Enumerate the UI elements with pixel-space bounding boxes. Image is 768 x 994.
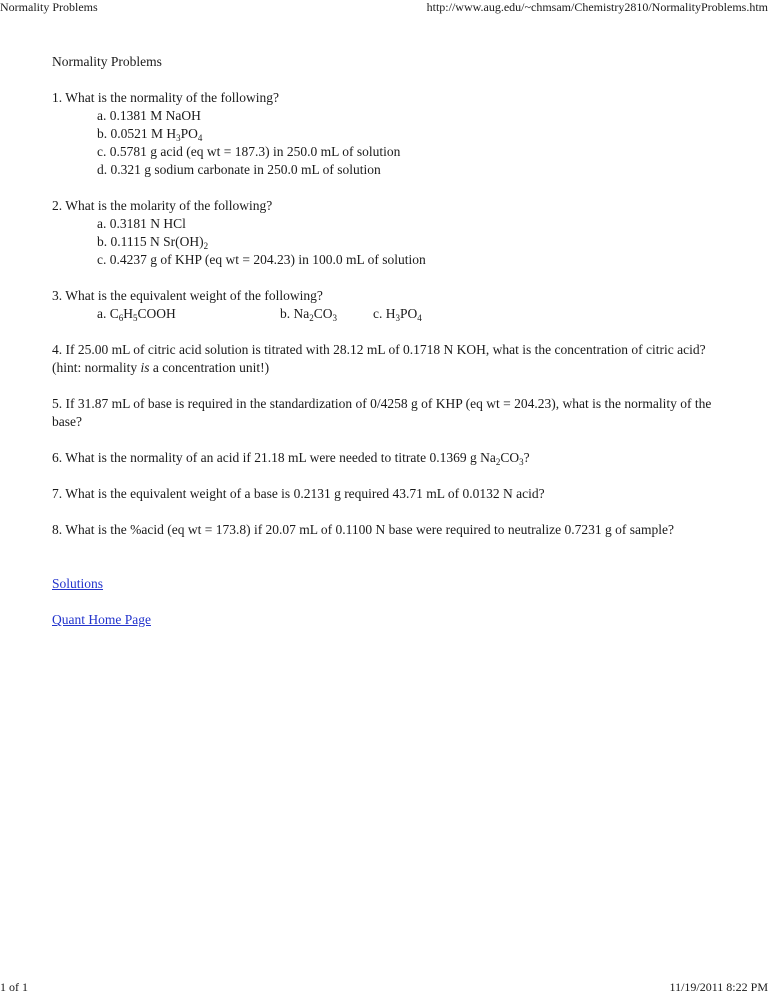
question-3 — [52, 287, 732, 323]
q3b-mid: CO — [313, 306, 333, 321]
q6-text-post: ? — [523, 450, 530, 465]
q3c-sub-2: 4 — [417, 313, 422, 323]
link-list — [52, 575, 732, 629]
q1b-sub-1: 3 — [176, 133, 181, 143]
print-footer-page-count: 1 of 1 — [0, 980, 28, 994]
question-1-item-a: a. 0.1381 M NaOH — [97, 108, 201, 123]
q4-emphasis: is — [140, 360, 150, 375]
question-3-item-b — [280, 305, 373, 323]
q3a-pre: a. C — [97, 306, 119, 321]
q6-text-mid: CO — [500, 450, 520, 465]
question-1-item-d: d. 0.321 g sodium carbonate in 250.0 mL of solution — [97, 162, 381, 177]
question-7: 7. What is the equivalent weight of a base is 0.2131 g required 43.71 mL of 0.0132 N acid? — [52, 486, 545, 501]
quant-home-row — [52, 611, 732, 629]
q6-sub-2: 3 — [519, 457, 524, 467]
question-6 — [52, 449, 732, 467]
question-3-items — [97, 305, 732, 323]
question-2-item-b — [97, 233, 732, 251]
question-1-text: 1. What is the normality of the following? — [52, 90, 279, 105]
q4-text-post: a concentration unit!) — [149, 360, 270, 375]
question-1 — [52, 89, 732, 179]
question-2-item-a: a. 0.3181 N HCl — [97, 216, 186, 231]
q3a-post: COOH — [137, 306, 176, 321]
q1b-text-post: PO — [180, 126, 198, 141]
solutions-row — [52, 575, 732, 593]
q2b-text-pre: b. 0.1115 N Sr(OH) — [97, 234, 204, 249]
q3b-sub-2: 3 — [332, 313, 338, 323]
q3a-sub-2: 5 — [133, 313, 138, 323]
question-2-text: 2. What is the molarity of the following? — [52, 198, 273, 213]
question-3-item-c — [373, 305, 422, 323]
question-1-item-c: c. 0.5781 g acid (eq wt = 187.3) in 250.0 mL of solution — [97, 144, 401, 159]
print-header-url: http://www.aug.edu/~chmsam/Chemistry2810/NormalityProblems.htm — [426, 0, 768, 14]
question-3-text: 3. What is the equivalent weight of the following? — [52, 288, 323, 303]
q3b-sub-1: 2 — [309, 313, 314, 323]
question-1-items — [97, 107, 732, 179]
q3b-pre: b. Na — [280, 306, 310, 321]
question-5: 5. If 31.87 mL of base is required in the standardization of 0/4258 g of KHP (eq wt = 204.23), what is the normality of the base? — [52, 396, 712, 429]
question-2 — [52, 197, 732, 269]
question-3-item-a — [97, 305, 280, 323]
q4-text-pre: 4. If 25.00 mL of citric acid solution is titrated with 28.12 mL of 0.1718 N KOH, what is the concentration of citric acid? (hint: normality — [52, 342, 706, 375]
print-header-title: Normality Problems — [0, 0, 98, 14]
q6-sub-1: 2 — [495, 457, 501, 467]
q3c-mid: PO — [400, 306, 418, 321]
question-8: 8. What is the %acid (eq wt = 173.8) if 20.07 mL of 0.1100 N base were required to neutralize 0.7231 g of sample? — [52, 522, 674, 537]
question-2-items — [97, 215, 732, 269]
solutions-link[interactable]: Solutions — [52, 576, 104, 591]
q3a-mid: H — [123, 306, 133, 321]
print-footer-datetime: 11/19/2011 8:22 PM — [669, 980, 768, 994]
question-1-item-b — [97, 125, 732, 143]
q3c-pre: c. H — [373, 306, 396, 321]
q1b-sub-2: 4 — [197, 133, 203, 143]
page-title: Normality Problems — [52, 54, 162, 69]
q3c-sub-1: 3 — [395, 313, 400, 323]
question-2-item-c: c. 0.4237 g of KHP (eq wt = 204.23) in 100.0 mL of solution — [97, 252, 426, 267]
q2b-sub: 2 — [203, 241, 209, 251]
question-4 — [52, 341, 732, 377]
q1b-text-pre: b. 0.0521 M H — [97, 126, 177, 141]
document-body — [52, 53, 732, 647]
q3a-sub-1: 6 — [118, 313, 124, 323]
q6-text-pre: 6. What is the normality of an acid if 21.18 mL were needed to titrate 0.1369 g Na — [52, 450, 496, 465]
quant-home-page-link[interactable]: Quant Home Page — [52, 612, 151, 627]
